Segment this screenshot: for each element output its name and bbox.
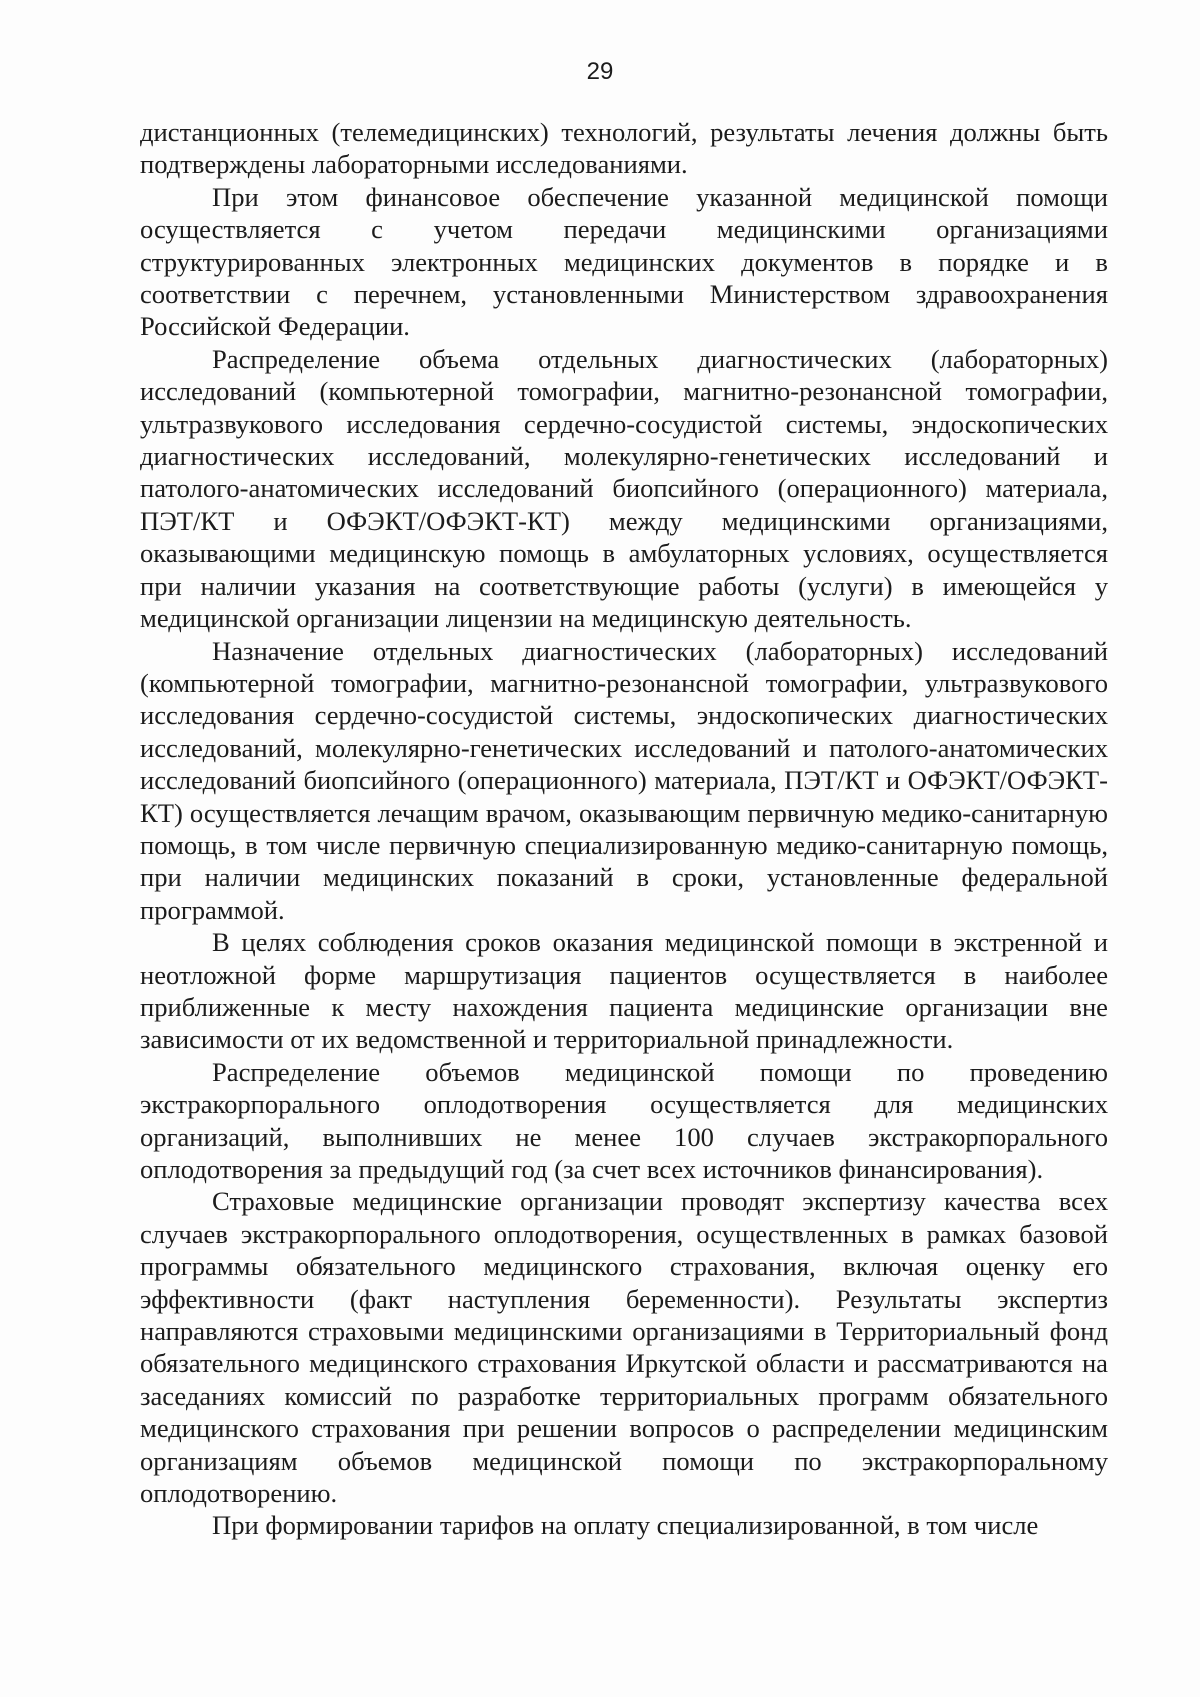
paragraph-6: Распределение объемов медицинской помощи по проведению экстракорпорального оплодотворения осуществляется для медицинских организаций, выполнивших не менее 100 случаев экстракорпорального оплодотворения за предыдущий год (за счет всех источников финансирования).	[140, 1056, 1108, 1184]
paragraph-7: Страховые медицинские организации проводят экспертизу качества всех случаев экстракорпорального оплодотворения, осуществленных в рамках базовой программы обязательного медицинского страхования, включая оценку его эффективности (факт наступления беременности). Результаты экспертиз направляются страховыми медицинскими организациями в Территориальный фонд обязательного медицинского страхования Иркутской области и рассматриваются на заседаниях комиссий по разработке территориальных программ обязательного медицинского страхования при решении вопросов о распределении медицинским организациям объемов медицинской помощи по экстракорпоральному оплодотворению.	[140, 1186, 1108, 1509]
paragraph-2: При этом финансовое обеспечение указанной медицинской помощи осуществляется с учетом передачи медицинскими организациями структурированных электронных медицинских документов в порядке и в соответствии с перечнем, установленными Министерством здравоохранения Российской Федерации.	[140, 181, 1108, 342]
paragraph-3: Распределение объема отдельных диагностических (лабораторных) исследований (компьютерной томографии, магнитно-резонансной томографии, ультразвукового исследования сердечно-сосудистой системы, эндоскопических диагностических исследований, молекулярно-генетических исследований и патолого-анатомических исследований биопсийного (операционного) материала, ПЭТ/КТ и ОФЭКТ/ОФЭКТ-КТ) между медицинскими организациями, оказывающими медицинскую помощь в амбулаторных условиях, осуществляется при наличии указания на соответствующие работы (услуги) в имеющейся у медицинской организации лицензии на медицинскую деятельность.	[140, 343, 1108, 634]
page-number: 29	[586, 58, 614, 85]
paragraph-5: В целях соблюдения сроков оказания медицинской помощи в экстренной и неотложной форме маршрутизация пациентов осуществляется в наиболее приближенные к месту нахождения пациента медицинские организации вне зависимости от их ведомственной и территориальной принадлежности.	[140, 927, 1108, 1055]
document-body	[140, 116, 1108, 1542]
paragraph-4: Назначение отдельных диагностических (лабораторных) исследований (компьютерной томографии, магнитно-резонансной томографии, ультразвукового исследования сердечно-сосудистой системы, эндоскопических диагностических исследований, молекулярно-генетических исследований и патолого-анатомических исследований биопсийного (операционного) материала, ПЭТ/КТ и ОФЭКТ/ОФЭКТ-КТ) осуществляется лечащим врачом, оказывающим первичную медико-санитарную помощь, в том числе первичную специализированную медико-санитарную помощь, при наличии медицинских показаний в сроки, установленные федеральной программой.	[140, 635, 1108, 925]
paragraph-8: При формировании тарифов на оплату специализированной, в том числе	[212, 1510, 1039, 1541]
paragraph-1: дистанционных (телемедицинских) технологий, результаты лечения должны быть подтверждены лабораторными исследованиями.	[140, 117, 1108, 180]
